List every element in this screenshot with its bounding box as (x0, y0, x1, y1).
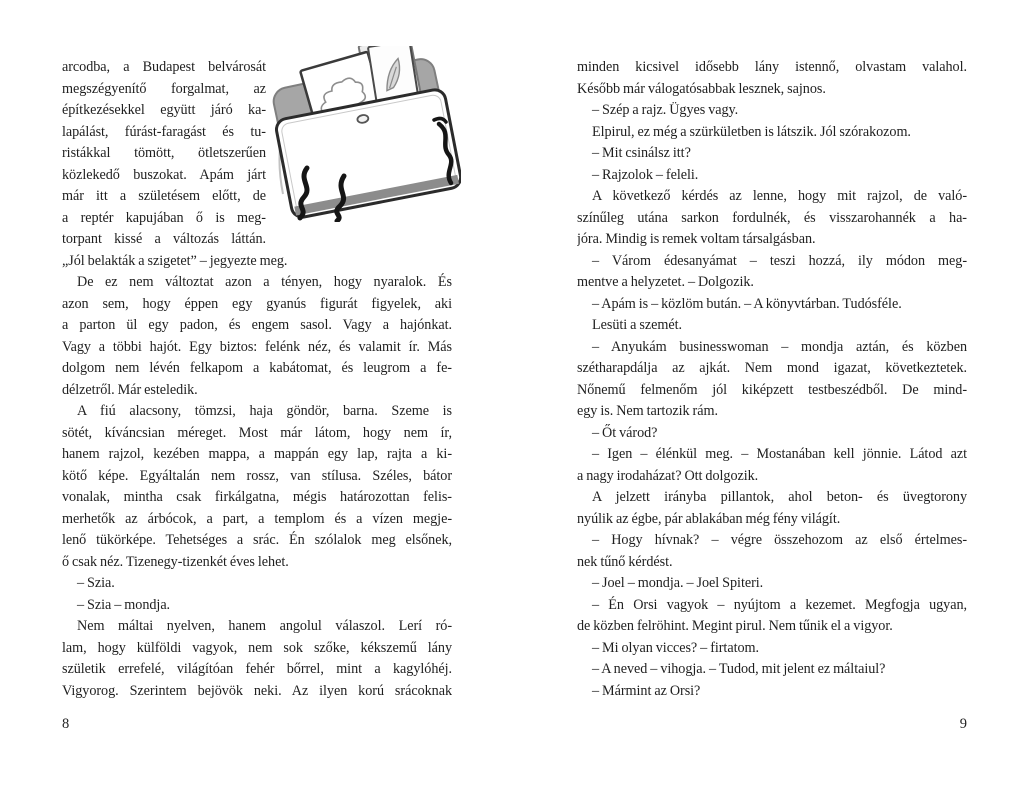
text-line: – Mit csinálsz itt? (592, 145, 691, 161)
page-number-left: 8 (62, 716, 70, 732)
text-line: Nőnemű felmenőm jól kiképzett testbeszédből. De mind- (577, 381, 967, 398)
text-line: – Várom édesanyámat – teszi hozzá, ily módon meg- (592, 252, 967, 269)
text-line: színűleg utána sarkon fordulnék, és visszarohannék a ha- (577, 209, 967, 226)
text-line: arcodba, a Budapest belvárosát (62, 59, 266, 75)
text-line: – Apám is – közlöm bután. – A könyvtárban. Tudósféle. (592, 295, 902, 312)
text-line: születik errefelé, világítóan fehér bőrrel, mint a kagylóhéj. (62, 661, 452, 677)
text-line: mentve a helyzetet. – Dolgozik. (577, 274, 754, 290)
text-line: Elpirul, ez még a szürkületben is látszik. Jól szórakozom. (592, 123, 911, 140)
text-line: hanem rajzol, kezében mappa, a mappán egy lap, rajta a ki- (62, 446, 452, 462)
text-line: Lesüti a szemét. (592, 317, 682, 333)
text-line: azon sem, hogy éppen egy gyanús figurát figyelek, aki (62, 295, 452, 312)
text-line: – A neved – vihogja. – Tudod, mit jelent ez máltaiul? (592, 661, 886, 677)
text-line: szétharapdálja az ajkát. Nem mond igazat, következtetek. (577, 360, 967, 376)
text-line: minden kicsivel idősebb lány istennő, olvastam valahol. (577, 59, 967, 75)
text-line: „Jól belakták a szigetet” – jegyezte meg. (62, 252, 288, 269)
text-line: sötét, kíváncsian méreget. Most már látom, hogy nem ír, (62, 424, 452, 441)
text-line: – Én Orsi vagyok – nyújtom a kezemet. Megfogja ugyan, (592, 596, 967, 613)
text-line: – Igen – élénkül meg. – Mostanában kell jönnie. Látod azt (592, 446, 967, 462)
text-line: Vigyorog. Szerintem bejövök neki. Az ilyen korú srácoknak (62, 682, 452, 699)
text-line: megszégyenítő forgalmat, az (62, 80, 266, 97)
text-line: – Őt várod? (592, 424, 658, 441)
drawing-portfolio-illustration (271, 46, 461, 222)
text-line: – Szép a rajz. Ügyes vagy. (592, 102, 739, 118)
left-page (62, 57, 452, 702)
text-line: a parton ül egy padon, és engem sasol. Vagy a hajónkat. (62, 317, 452, 333)
text-line: A következő kérdés az lenne, hogy mit rajzol, de való- (592, 188, 967, 204)
text-line: ő csak néz. Tizenegy-tizenkét éves lehet. (62, 553, 289, 570)
text-line: lapálást, fúrást-faragást és tu- (62, 123, 266, 140)
text-line: Nem máltai nyelven, hanem angolul válaszol. Lerí ró- (77, 618, 452, 634)
text-line: vonalak, mintha csak firkálgatna, mégis határozottan felis- (62, 489, 452, 505)
text-line: – Mármint az Orsi? (592, 682, 701, 699)
text-line: – Joel – mondja. – Joel Spiteri. (592, 575, 764, 591)
text-line: A fiú alacsony, tömzsi, haja göndör, barna. Szeme is (77, 403, 452, 419)
text-line: Később már válogatósabbak lesznek, sajnos. (577, 80, 826, 97)
text-line: közlekedő buszokat. Apám járt (62, 166, 266, 183)
text-line: a nagy irodaházat? Ott dolgozik. (577, 467, 759, 484)
text-line: A jelzett irányba pillantok, ahol beton- és üvegtorony (592, 489, 967, 505)
page-number-right: 9 (959, 716, 967, 732)
text-line: torpant kissé a változás láttán. (62, 231, 266, 247)
text-line: – Mi olyan vicces? – firtatom. (592, 639, 759, 656)
right-page-text (577, 57, 967, 702)
text-line: lenő tükörképe. Tehetséges a srác. Én szólalok meg elsőnek, (62, 532, 452, 548)
text-line: merhetők az árbócok, a part, a templom és a vízen megje- (62, 510, 452, 527)
text-line: De ez nem változtat azon a tényen, hogy nyaralok. És (77, 274, 452, 290)
text-line: egy is. Nem tartozik rám. (577, 403, 718, 419)
text-line: a reptér kapujában ő is meg- (62, 209, 266, 226)
text-line: már itt a születésem előtt, de (62, 188, 266, 204)
text-line: – Szia – mondja. (77, 596, 171, 613)
text-line: – Hogy hívnak? – végre összehozom az első értelmes- (592, 532, 967, 548)
text-line: de közben felröhint. Megint pirul. Nem tűnik el a vigyor. (577, 618, 893, 634)
text-line: építkezésekkel együtt járó ka- (62, 102, 266, 118)
text-line: kötő képe. Egyáltalán nem rossz, van stílusa. Széles, bátor (62, 467, 452, 484)
text-line: ristákkal tömött, ötletszerűen (62, 145, 266, 161)
text-line: Vagy a többi hajót. Egy biztos: felénk néz, és valamit ír. Más (62, 338, 452, 355)
text-line: – Anyukám businesswoman – mondja aztán, és közben (592, 338, 967, 355)
text-line: délzetről. Már esteledik. (62, 381, 198, 398)
text-line: nek tűnő kérdést. (577, 553, 673, 570)
text-line: – Rajzolok – feleli. (592, 166, 699, 183)
right-page (577, 57, 967, 702)
text-line: dolgom nem lévén felkapom a kabátomat, és leugrom a fe- (62, 360, 452, 376)
text-line: nyúlik az égbe, pár ablakában még fény világít. (577, 510, 841, 527)
text-line: jóra. Mindig is remek voltam társalgásban. (577, 231, 816, 247)
text-line: – Szia. (77, 575, 115, 591)
text-line: lam, hogy külföldi vagyok, nem sok szőke, kékszemű lány (62, 639, 452, 656)
